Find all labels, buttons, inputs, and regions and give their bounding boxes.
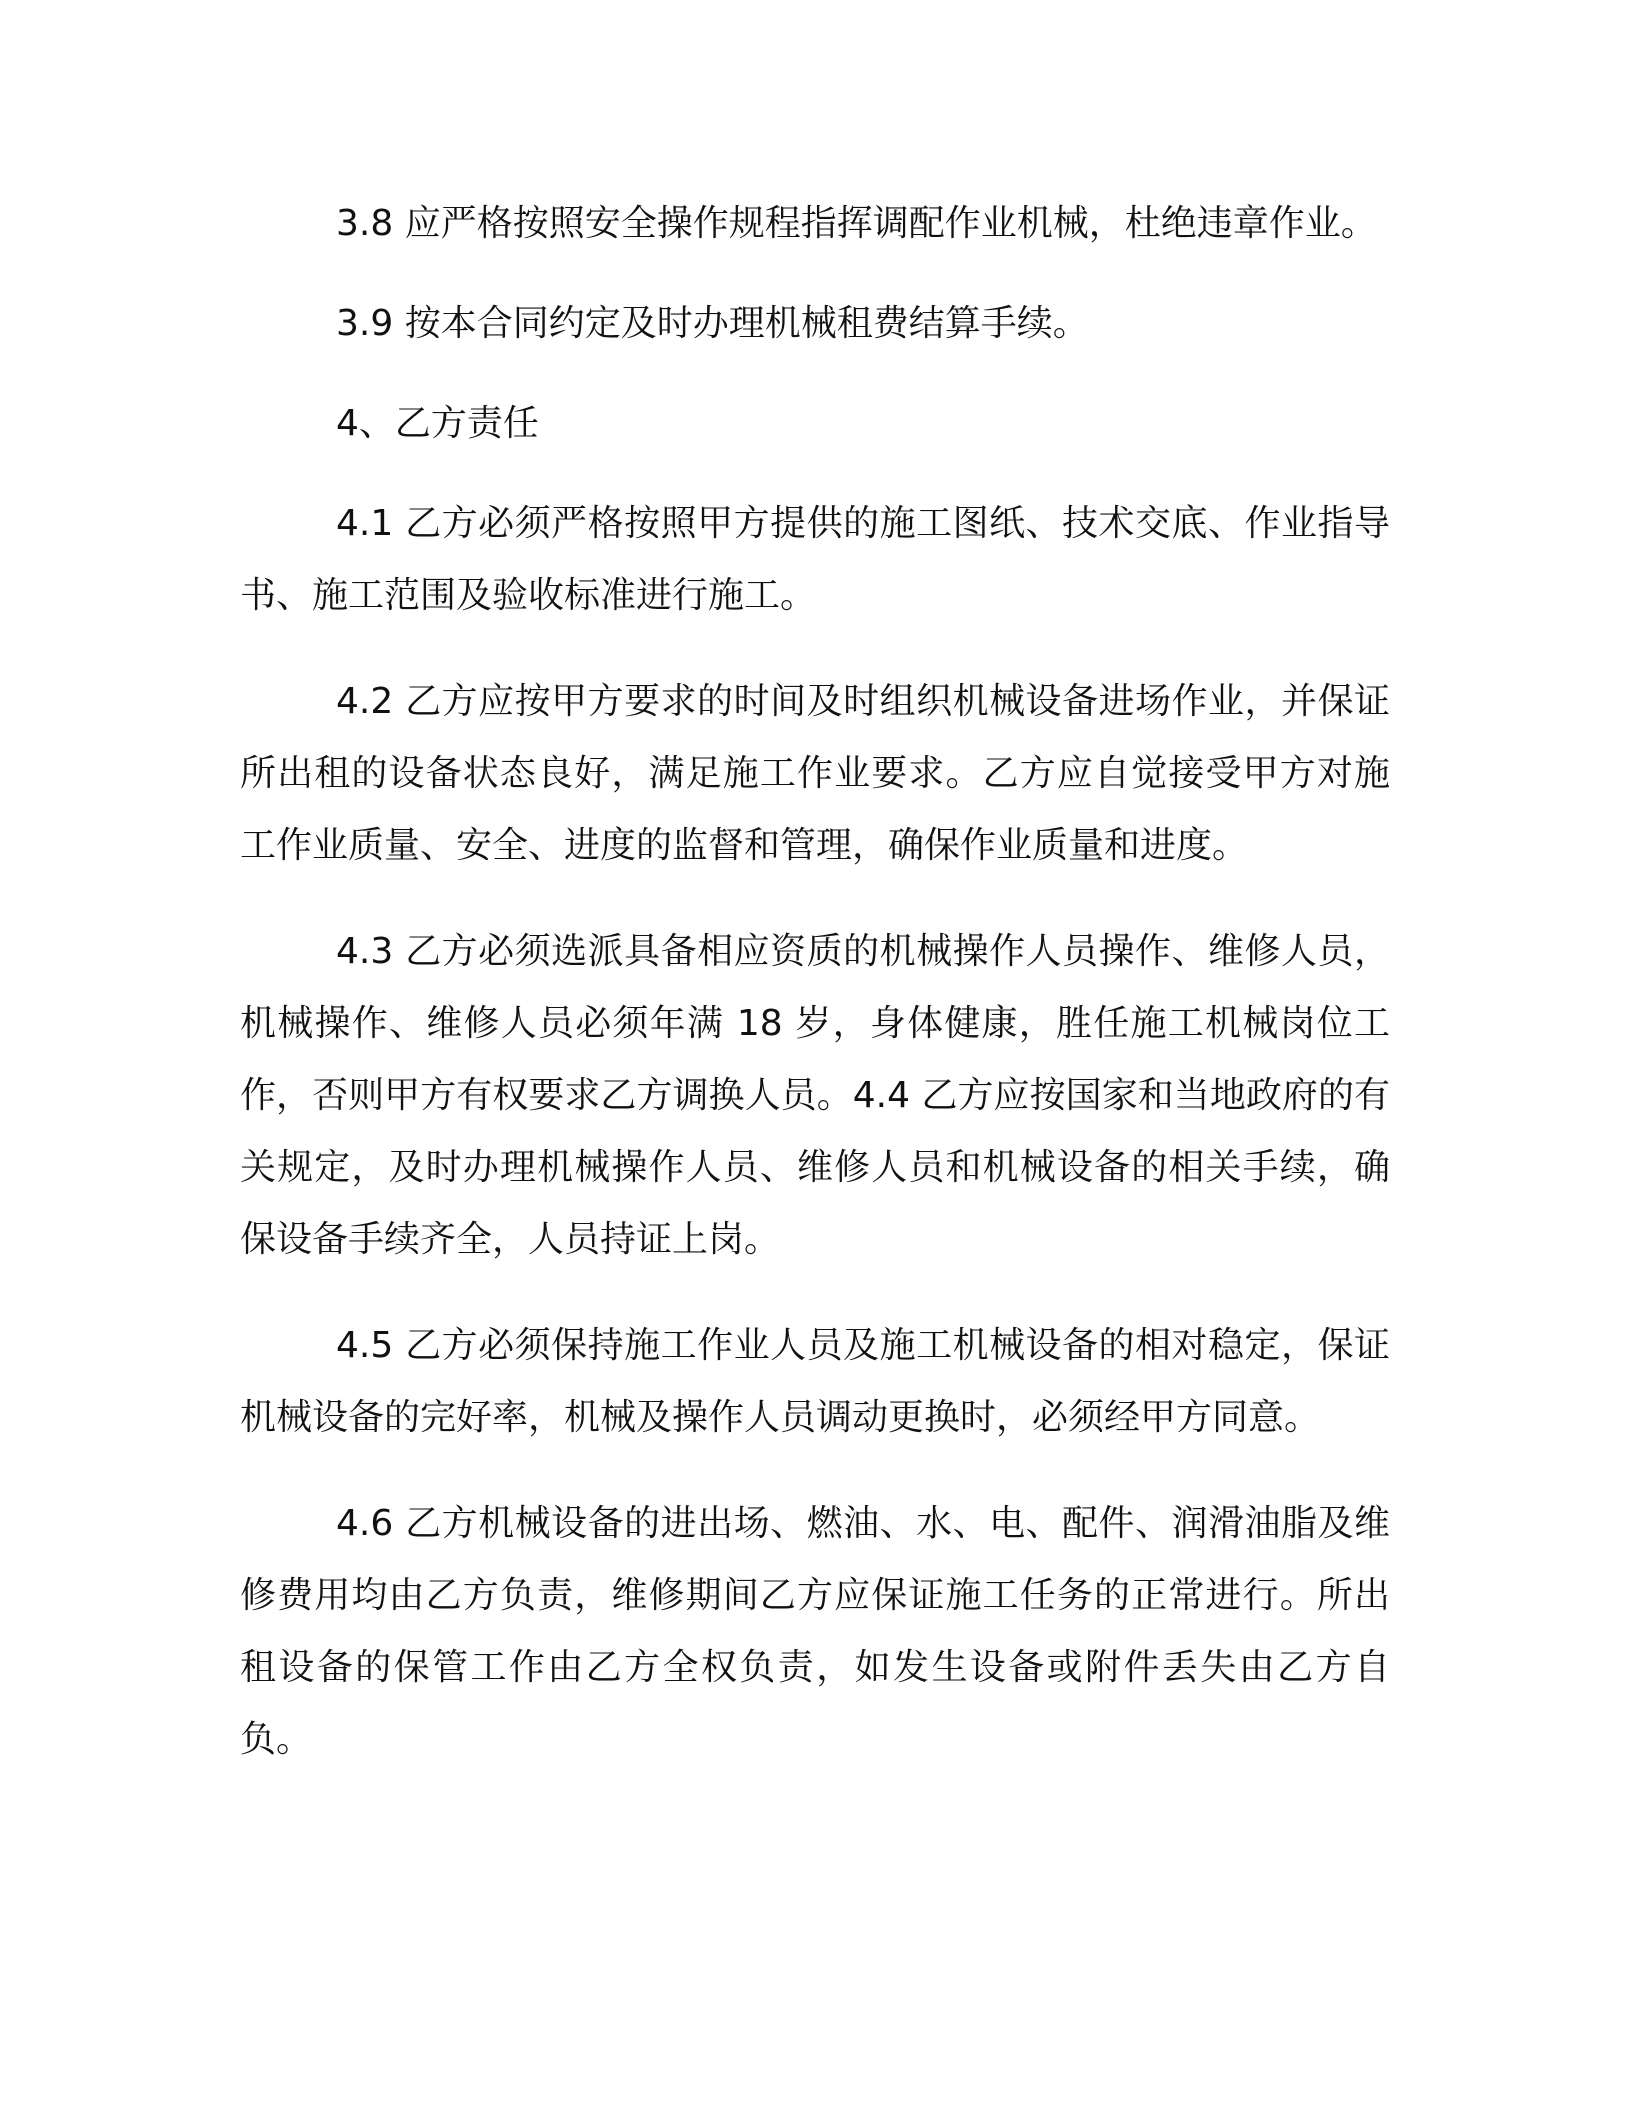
document-body (240, 188, 1390, 1810)
paragraph-3-9: 3.9 按本合同约定及时办理机械租费结算手续。 (336, 303, 1089, 344)
paragraph-4-6: 4.6 乙方机械设备的进出场、燃油、水、电、配件、润滑油脂及维修费用均由乙方负责，维修期间乙方应保证施工任务的正常进行。所出租设备的保管工作由乙方全权负责，如发生设备或附件丢失由乙方自负。 (240, 1503, 1390, 1760)
paragraph-4-1: 4.1 乙方必须严格按照甲方提供的施工图纸、技术交底、作业指导书、施工范围及验收标准进行施工。 (240, 503, 1390, 616)
section-heading-4: 4、乙方责任 (336, 403, 539, 444)
paragraph-4-3-4-4: 4.3 乙方必须选派具备相应资质的机械操作人员操作、维修人员，机械操作、维修人员必须年满 18 岁，身体健康，胜任施工机械岗位工作，否则甲方有权要求乙方调换人员。4.4 乙方应按国家和当地政府的有关规定，及时办理机械操作人员、维修人员和机械设备的相关手续，确保设备手续齐全，人员持证上岗。 (240, 931, 1390, 1260)
paragraph-3-8: 3.8 应严格按照安全操作规程指挥调配作业机械，杜绝违章作业。 (336, 203, 1377, 244)
paragraph-4-2: 4.2 乙方应按甲方要求的时间及时组织机械设备进场作业，并保证所出租的设备状态良好，满足施工作业要求。乙方应自觉接受甲方对施工作业质量、安全、进度的监督和管理，确保作业质量和进度。 (240, 681, 1390, 866)
paragraph-4-5: 4.5 乙方必须保持施工作业人员及施工机械设备的相对稳定，保证机械设备的完好率，机械及操作人员调动更换时，必须经甲方同意。 (240, 1325, 1390, 1438)
